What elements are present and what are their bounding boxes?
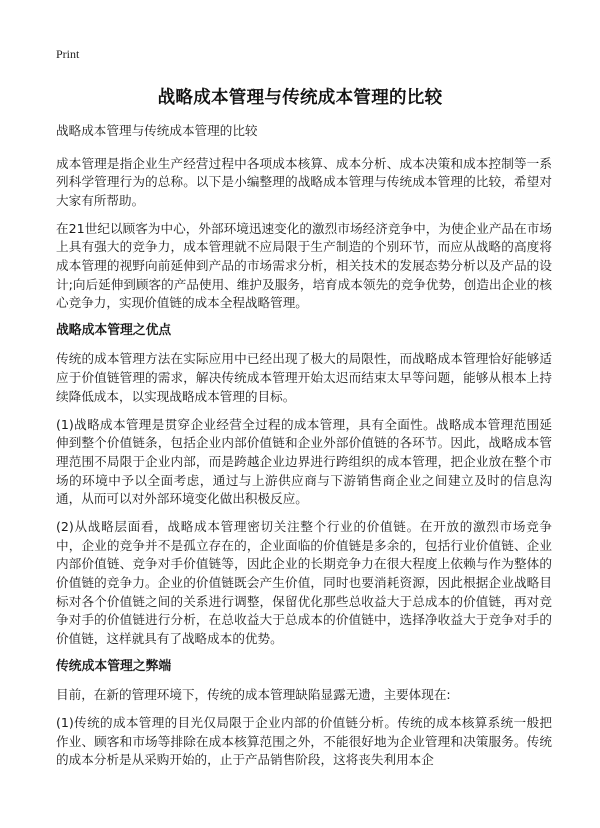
advantages-paragraph-1: 传统的成本管理方法在实际应用中已经出现了极大的局限性，而战略成本管理恰好能够适应于价值链管理的需求，解决传统成本管理开始太迟而结束太早等问题，能够从根本上持续降低成本，以实现战略成本管理的目标。	[56, 351, 552, 404]
advantages-paragraph-2: (1)战略成本管理是贯穿企业经营全过程的成本管理，具有全面性。战略成本管理范围延伸到整个价值链条，包括企业内部价值链和企业外部价值链的各环节。因此，战略成本管理范围不局限于企业内部，而是跨越企业边界进行跨组织的成本管理，把企业放在整个市场的环境中予以全面考虑，通过与上游供应商与下游销售商企业之间建立及时的信息沟通，从而可以对外部环境变化做出积极反应。	[56, 416, 552, 507]
context-paragraph: 在21世纪以顾客为中心，外部环境迅速变化的激烈市场经济竞争中，为使企业产品在市场上具有强大的竞争力，成本管理就不应局限于生产制造的个别环节，而应从战略的高度将成本管理的视野向前延伸到产品的市场需求分析，相关技术的发展态势分析以及产品的设计;向后延伸到顾客的产品使用、维护及服务，培育成本领先的竞争优势，创造出企业的核心竞争力，实现价值链的成本全程战略管理。	[56, 220, 552, 311]
advantages-paragraph-3: (2)从战略层面看，战略成本管理密切关注整个行业的价值链。在开放的激烈市场竞争中，企业的竞争并不是孤立存在的，企业面临的价值链是多余的，包括行业价值链、企业内部价值链、竞争对手价值链等，因此企业的长期竞争力在很大程度上依赖与作为整体的价值链的竞争力。企业的价值链既会产生价值，同时也要消耗资源，因此根据企业战略目标对各个价值链之间的关系进行调整，保留优化那些总收益大于总成本的价值链，再对竞争对手的价值链进行分析，在总收益大于总成本的价值链中，选择净收益大于竞争对手的价值链，这样就具有了战略成本的优势。	[56, 519, 552, 646]
article-body	[56, 122, 552, 779]
intro-paragraph: 成本管理是指企业生产经营过程中各项成本核算、成本分析、成本决策和成本控制等一系列科学管理行为的总称。以下是小编整理的战略成本管理与传统成本管理的比较，希望对大家有所帮助。	[56, 155, 552, 208]
article-subtitle: 战略成本管理与传统成本管理的比较	[56, 123, 258, 138]
page-title: 战略成本管理与传统成本管理的比较	[157, 88, 443, 108]
print-link[interactable]: Print	[56, 47, 80, 61]
section-heading-advantages: 战略成本管理之优点	[56, 323, 172, 339]
drawbacks-paragraph-2: (1)传统的成本管理的目光仅局限于企业内部的价值链分析。传统的成本核算系统一般把作业、顾客和市场等排除在成本核算范围之外，不能很好地为企业管理和决策服务。传统的成本分析是从采购开始的，止于产品销售阶段，这将丧失利用本企	[56, 715, 552, 768]
section-heading-drawbacks: 传统成本管理之弊端	[56, 658, 172, 674]
drawbacks-paragraph-1: 目前，在新的管理环境下，传统的成本管理缺陷显露无遗，主要体现在:	[56, 686, 451, 702]
